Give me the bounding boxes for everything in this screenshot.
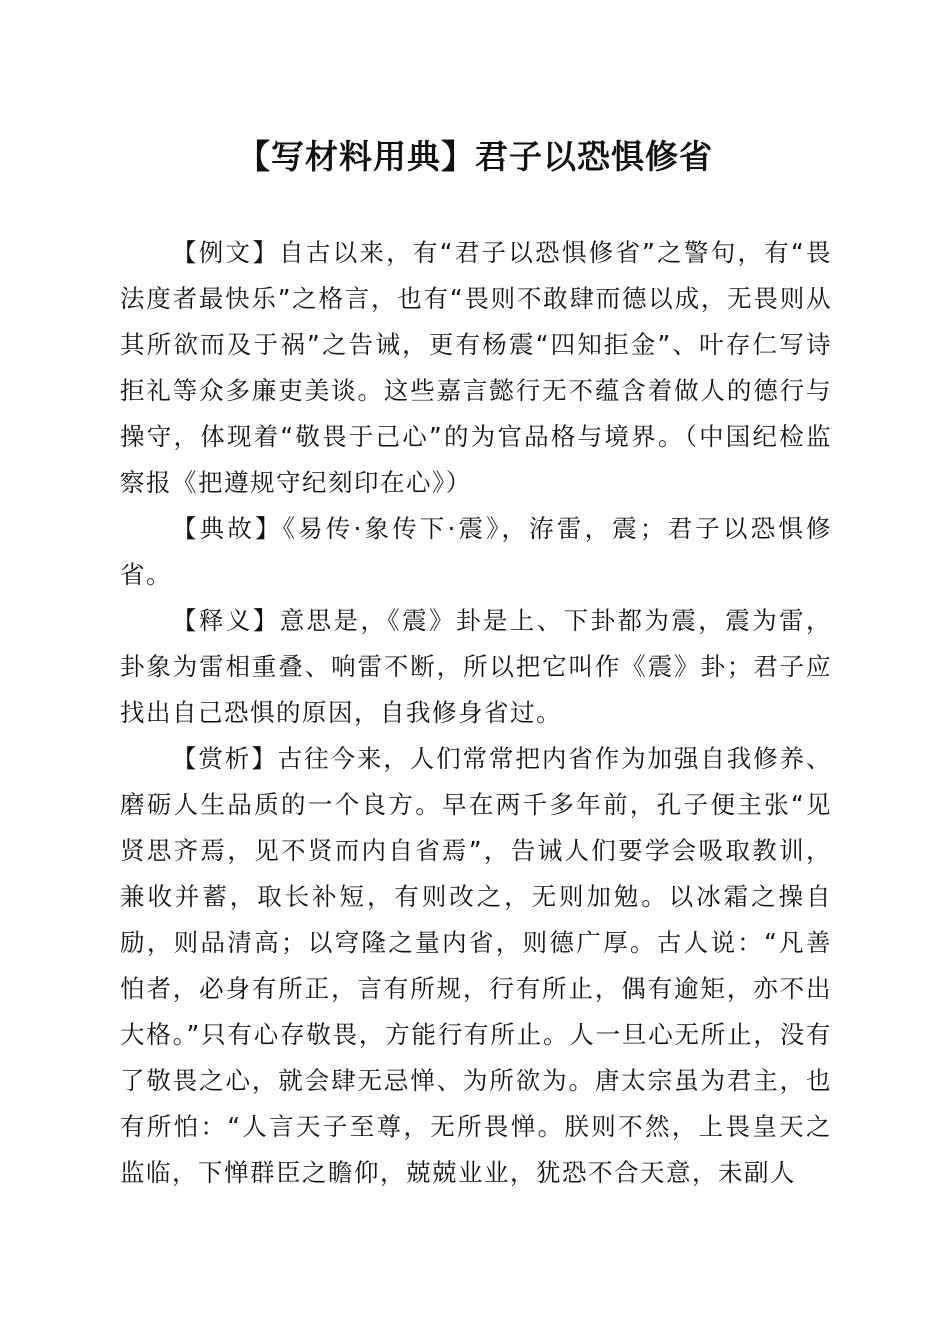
document-title: 【写材料用典】君子以恐惧修省: [237, 137, 713, 176]
paragraph-meaning: 【释义】意思是，《震》卦是上、下卦都为震，震为雷，卦象为雷相重叠、响雷不断，所以把它叫作《震》卦；君子应找出自己恐惧的原因，自我修身省过。: [120, 606, 832, 727]
example-source: （中国纪检监察报《把遵规守纪刻印在心》）: [120, 422, 833, 497]
paragraph-example: [120, 230, 832, 506]
paragraph-appreciation: 【赏析】古往今来，人们常常把内省作为加强自我修养、磨砺人生品质的一个良方。早在两千多年前，孔子便主张“见贤思齐焉，见不贤而内自省焉”，告诫人们要学会吸取教训，兼收并蓄，取长补短，有则改之，无则加勉。以冰霜之操自励，则品清高；以穹隆之量内省，则德广厚。古人说：“凡善怕者，必身有所正，言有所规，行有所止，偶有逾矩，亦不出大格。”只有心存敬畏，方能行有所止。人一旦心无所止，没有了敬畏之心，就会肆无忌惮、为所欲为。唐太宗虽为君主，也有所怕：“人言天子至尊，无所畏惮。朕则不然，上畏皇天之监临，下惮群臣之瞻仰，兢兢业业，犹恐不合天意，未副人: [120, 744, 832, 1187]
paragraph-allusion: 【典故】《易传·象传下·震》，洊雷，震；君子以恐惧修省。: [120, 514, 832, 589]
document-body: [120, 230, 832, 1196]
example-text: 【例文】自古以来，有“君子以恐惧修省”之警句，有“畏法度者最快乐”之格言，也有“畏则不敢肆而德以成，无畏则从其所欲而及于祸”之告诫，更有杨震“四知拒金”、叶存仁写诗拒礼等众多廉吏美谈。这些嘉言懿行无不蕴含着做人的德行与操守，体现着“敬畏于己心”的为官品格与境界。: [120, 238, 832, 451]
